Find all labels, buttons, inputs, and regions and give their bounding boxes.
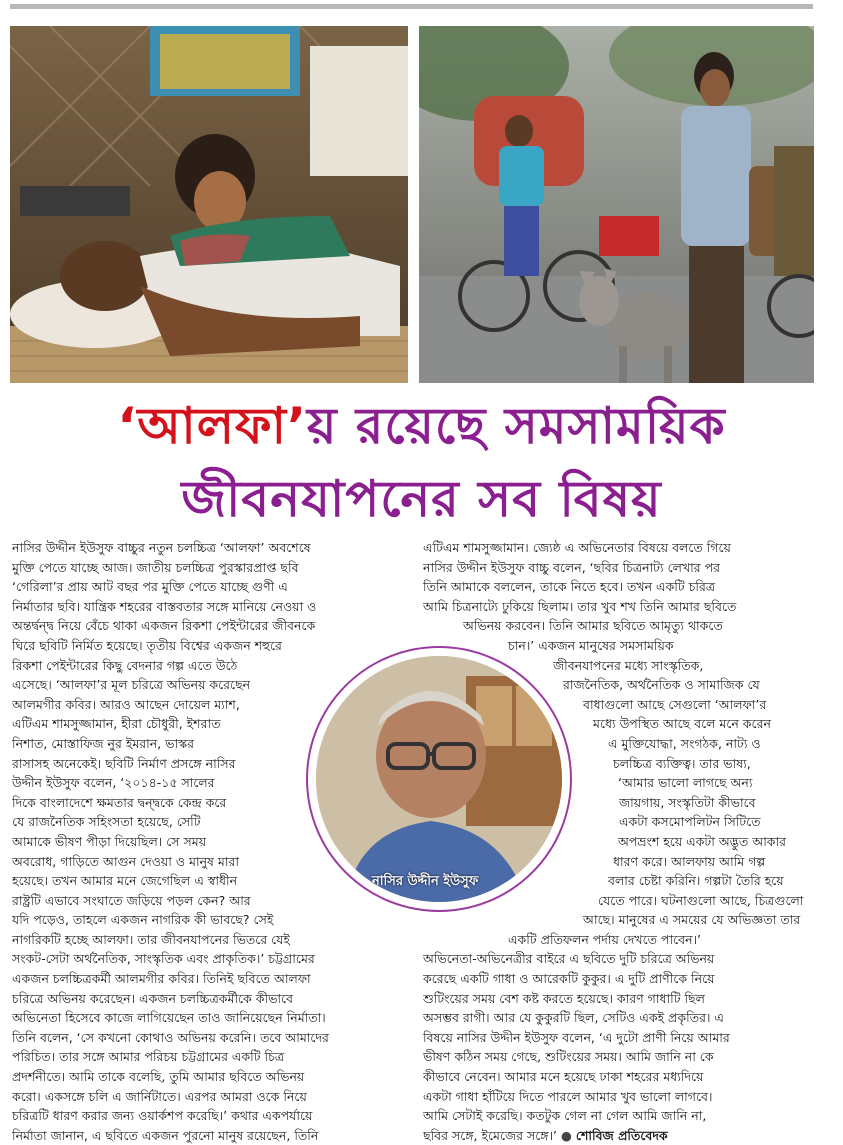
film-still-donkey-photo [419,26,814,383]
article-line-text: রাজনৈতিক, অর্থনৈতিক ও সামাজিক যে [563,677,760,693]
article-line-text: এটিএম শামসুজ্জামান, হীরা চৌধুরী, ইশরাত [12,716,221,732]
article-line-text: করেছে একটি গাধা ও আরেকটি কুকুর। এ দুটি প্রাণীকে নিয়ে [423,971,715,987]
article-line-text: মুক্তি পেতে যাচ্ছে আজ। জাতীয় চলচ্চিত্র পুরস্কারপ্রাপ্ত ছবি [12,559,299,575]
article-line-text: দিকে বাংলাদেশে ক্ষমতার দ্বন্দ্বকে কেন্দ্র করে [12,794,227,810]
headline-line-2: জীবনযাপনের সব বিষয় [181,470,662,528]
article-line-text: একজন চলচ্চিত্রকর্মী আলমগীর কবির। তিনিই ছবিতে আলফা [12,971,311,987]
article-line-text: অসম্ভব রাগী। আর যে কুকুরটি ছিল, সেটিও একই প্রকৃতির। এ [423,1010,724,1026]
article-line-text: একটা কসমোপলিটন সিটিতে [619,814,761,830]
article-line [423,949,818,969]
article-line [423,616,818,636]
article-line-text: চরিত্রে অভিনয় করেছেন। একজন চলচ্চিত্রকর্মীকে কীভাবে [12,990,294,1006]
article-line [12,871,362,891]
article-line-text: আমি সেটাই করেছি। কতটুক গেল না গেল আমি জানি না, [423,1108,707,1124]
article-line [12,714,302,734]
article-line-text: অভিনেতা হিসেবে কাজে লাগিয়েছেন তাও জানিয়েছেন নির্মাতা। [12,1010,326,1026]
article-line [423,1126,818,1145]
article-line-text: শুটিংয়ের সময় বেশ কষ্ট করতে হয়েছে। কারণ গাধাটি ছিল [423,990,705,1006]
article-line [12,1067,410,1087]
article-line-text: অভিনেতা-অভিনেত্রীর বাইরে এ ছবিতে দুটি চরিত্রে অভিনয় [423,951,715,967]
article-line-text: হয়েছে। তখন আমার মনে জেগেছিল এ স্বাধীন [12,873,238,889]
article-line-text: আমি চিত্রনাট্যে ঢুকিয়ে ছিলাম। তার খুব শখ তিনি আমার ছবিতে [423,598,737,614]
byline-bullet: ● [561,1127,572,1143]
article-line-text: রিকশা পেইন্টারের কিছু বেদনার গল্প এতে উঠে [12,657,238,673]
article-line-text: নিশাত, মোস্তাফিজ নুর ইমরান, ভাস্কর [12,735,194,751]
article-line-text: সংকট-সেটা অর্থনৈতিক, সাংস্কৃতিক এবং প্রাকৃতিক।’ চট্টগ্রামের [12,951,315,967]
article-line-text: জীবনযাপনের মধ্যে সাংস্কৃতিক, [553,657,704,673]
article-line [423,930,818,950]
article-line-text: অবরোধ, গাড়িতে আগুন দেওয়া ও মানুষ মারা [12,853,239,869]
article-line-text: বিষয়ে নাসির উদ্দীন ইউসুফ বলেন, ‘এ দুটো প্রাণী নিয়ে আমার [423,1029,730,1045]
article-line-text: এসেছে। ‘আলফা’র মূল চরিত্রে অভিনয় করেছেন [12,677,251,693]
article-line [12,1126,410,1145]
article-line [12,989,410,1009]
article-line-text: নাসির উদ্দীন ইউসুফ বাচ্চুর নতুন চলচ্চিত্র ‘আলফা’ অবশেষে [12,540,311,555]
article-line [423,538,818,558]
article-line [12,538,410,558]
article-line-text: এটিএম শামসুজ্জামান। জ্যেষ্ঠ এ অভিনেতার বিষয়ে বলতে গিয়ে [423,540,731,555]
article-line [12,891,410,911]
article-line [12,1087,410,1107]
article-line-text: চান।’ একজন মানুষের সমসাময়িক [508,637,674,653]
article-line-text: পরিচিত। তার সঙ্গে আমার পরিচয় চট্টগ্রামের একটি চিত্র [12,1049,285,1065]
article-line [12,616,410,636]
top-rule [10,4,813,9]
article-line-text: তিনি বলেন, ‘সে কখনো কোথাও অভিনয় করেনি। তবে আমাদের [12,1029,329,1045]
article-line [12,949,410,969]
article-line [12,969,410,989]
article-line-text: জায়গায়, সংস্কৃতিটা কীভাবে [619,794,756,810]
article-line [423,1067,818,1087]
article-line-text: নাসির উদ্দীন ইউসুফ বাচ্চু বলেন, ‘ছবির চিত্রনাট্য লেখার পর [423,559,721,575]
article-line [423,558,818,578]
article-line-text: ধারণ করে। আলফায় আমি গল্প [613,853,766,869]
article-line [12,793,302,813]
headline-line-1 [0,393,843,459]
article-line [12,832,332,852]
article-line-text: নাগরিকটি হচ্ছে আলফা। তার জীবনযাপনের ভিতরে যেই [12,931,290,947]
article-line-text: রাষ্ট্রটি এভাবে সংঘাতে জড়িয়ে পড়ল কেন? আর [12,892,251,908]
article-line-text: অপভ্রংশ হয়ে একটা অদ্ভুত আকার [618,833,787,849]
byline: শোবিজ প্রতিবেদক [575,1127,668,1143]
article-line-text: তিনি আমাকে বললেন, তাকে নিতে হবে। তখন একটি চরিত্র [423,579,716,595]
article-line-text: যেতে পারে। ঘটনাগুলো আছে, চিত্রগুলো [598,892,804,908]
article-line-text: চলচ্চিত্র ব্যক্তিত্ব। তার ভাষ্য, [613,755,751,771]
article-line [12,1008,410,1028]
article-line-text: মধ্যে উপস্থিত আছে বলে মনে করেন [593,716,771,732]
article-line-text: করো। একসঙ্গে চলি এ জার্নিটাতে। এরপর আমরা ওকে নিয়ে [12,1088,307,1104]
article-line [12,734,297,754]
article-line [12,597,410,617]
article-line-text: প্রদর্শনীতে। আমি তাকে বলেছি, তুমি আমার ছবিতে অভিনয় [12,1069,305,1085]
article-line-text: একটি প্রতিফলন পর্দায় দেখতে পাবেন।’ [508,931,702,947]
article-line-text: অন্তর্দ্বন্দ্ব নিয়ে বেঁচে থাকা একজন রিকশা পেইন্টারের জীবনকে [12,618,316,634]
article-line [423,597,818,617]
article-line-text: কীভাবে নেবেন। আমার মনে হয়েছে ঢাকা শহরের মধ্যদিয়ে [423,1069,704,1085]
article-line-text: আলমগীর কবির। আরও আছেন দোয়েল ম্যাশ, [12,696,240,712]
article-line-text: ছবির সঙ্গে, ইমেজের সঙ্গে।’ [423,1127,558,1143]
article-line-text: নির্মাতা জানান, এ ছবিতে একজন পুরনো মানুষ রয়েছেন, তিনি [12,1127,319,1143]
article-line [12,577,410,597]
article-line-text: বাধাগুলো আছে সেগুলো ‘আলফা’র [583,696,767,712]
article-line [12,695,312,715]
article-line [12,812,312,832]
article-line [12,773,294,793]
article-line [423,1028,818,1048]
director-portrait-photo [316,656,562,902]
article-line [423,1087,818,1107]
article-line [423,1106,818,1126]
article-line [12,558,410,578]
article-line-text: রাসাসহ অনেকেই। ছবিটি নির্মাণ প্রসঙ্গে নাসির [12,755,236,771]
article-line-text: চরিত্রটি ধারণ করার জন্য ওয়ার্কশপ করেছি।’ কথার একপর্যায়ে [12,1108,313,1124]
article-line [423,1047,818,1067]
headline-film-title: ‘আলফা’ [117,397,308,455]
article-line [12,1028,410,1048]
article-line [423,989,818,1009]
article-line-text: অভিনয় করবেন। তিনি আমার ছবিতে আমৃত্যু থাকতে [463,618,723,634]
article-line-text: নির্মাতার ছবি। যান্ত্রিক শহরের বাস্তবতার সঙ্গে মানিয়ে নেওয়া ও [12,598,317,614]
article-line [12,636,410,656]
film-still-couple-image [10,26,408,383]
article-line [423,969,818,989]
article-line-text: ভীষণ কঠিন সময় গেছে, শুটিংয়ের সময়। আমি জানি না কে [423,1049,714,1065]
article-line-text: এ মুক্তিযোদ্ধা, সংগঠক, নাট্য ও [608,735,761,751]
article-line [12,1106,410,1126]
article-line-text: আমাকে ভীষণ পীড়া দিয়েছিল। সে সময় [12,833,207,849]
article-line-text: উদ্দীন ইউসুফ বলেন, ‘২০১৪-১৫ সালের [12,775,215,791]
article-line [423,577,818,597]
article-line-text: আছে। মানুষের এ সময়ের যে অভিজ্ঞতা তার [583,912,801,928]
article-line [12,754,292,774]
article-line [423,910,818,930]
article-line [12,910,410,930]
article-line [12,1047,410,1067]
film-still-donkey-image [419,26,814,383]
director-portrait-image [316,656,562,902]
portrait-caption: নাসির উদ্দীন ইউসুফ [372,874,479,889]
headline-line-1-rest: য় রয়েছে সমসাময়িক [307,397,726,455]
article-line [12,930,410,950]
article-line-text: একটা গাধা হাঁটিয়ে দিতে পারলে আমার খুব ভালো লাগবে। [423,1088,713,1104]
film-still-couple-photo [10,26,408,383]
article-line-text: যদি পড়েও, তাহলে একজন নাগরিক কী ভাবছে? সেই [12,912,274,928]
article-line [12,675,330,695]
article-line [12,656,342,676]
article-line-text: ‘আমার ভালো লাগছে অন্য [618,775,753,791]
article-line-text: যে রাজনৈতিক সহিংসতা হয়েছে, সেটি [12,814,201,830]
article-line [423,1008,818,1028]
article-line-text: বলার চেষ্টা করিনি। গল্পটা তৈরি হয়ে [608,873,784,889]
article-line [12,852,342,872]
article-line-text: ঘিরে ছবিটি নির্মিত হয়েছে। তৃতীয় বিশ্বের একজন শহুরে [12,637,282,653]
article-line-text: ‘গেরিলা’র প্রায় আট বছর পর মুক্তি পেতে যাচ্ছে গুণী এ [12,579,288,595]
